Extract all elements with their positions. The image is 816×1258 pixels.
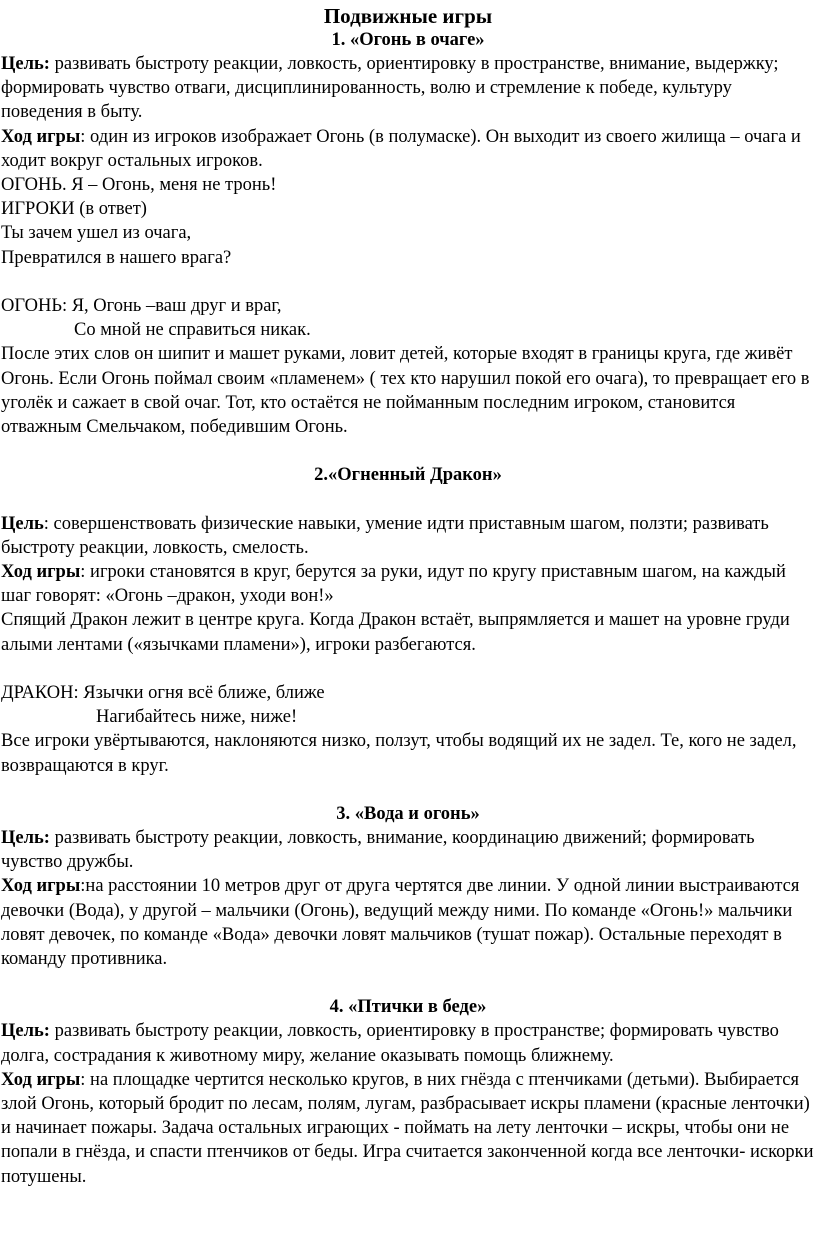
game-1-after-text: После этих слов он шипит и машет руками, ловит детей, которые входят в границы круга, где живёт Огонь. Если Огонь поймал своим «пламенем» ( тех кто нарушил покой его очага), то превращает его в уголёк и сажает в свой очаг. Тот, кто остаётся не пойманным последним игроком, становится отважным Смельчаком, победившим Огонь. — [1, 344, 810, 438]
spacer — [0, 778, 816, 802]
play-label: Ход игры — [1, 562, 81, 583]
game-3-heading: 3. «Вода и огонь» — [336, 804, 480, 825]
play-label: Ход игры — [1, 876, 81, 897]
play-text: : один из игроков изображает Огонь (в полумаске). Он выходит из своего жилища – очага и ходит вокруг остальных игроков. — [1, 126, 801, 171]
game-1-line-4: Превратился в нашего врага? — [1, 247, 232, 268]
game-2-goal — [0, 512, 816, 560]
game-2-extra-text: Спящий Дракон лежит в центре круга. Когда Дракон встаёт, выпрямляется и машет на уровне груди алыми лентами («язычками пламени»), игроки разбегаются. — [1, 610, 790, 655]
play-text: : на площадке чертится несколько кругов, в них гнёзда с птенчиками (детьми). Выбирается злой Огонь, который бродит по лесам, полям, лугам, разбрасывает искры пламени (красные ленточки) и начинает пожары. Задача остальных играющих - поймать на лету ленточки – искры, чтобы они не попали в гнёзда, и спасти птенчиков от беды. Игра считается законченной когда все ленточки- искорки потушены. — [1, 1069, 814, 1187]
spacer — [0, 487, 816, 511]
game-2-line-1: ДРАКОН: Язычки огня всё ближе, ближе — [1, 683, 325, 704]
game-4-heading: 4. «Птички в беде» — [329, 997, 487, 1018]
game-4-goal — [0, 1019, 816, 1067]
game-3-goal — [0, 826, 816, 874]
goal-text: развивать быстроту реакции, ловкость, ориентировку в пространстве; формировать чувство долга, сострадания к животному миру, желание оказывать помощь ближнему. — [1, 1021, 779, 1066]
goal-text: развивать быстроту реакции, ловкость, внимание, координацию движений; формировать чувство дружбы. — [1, 828, 755, 873]
spacer — [0, 439, 816, 463]
game-2-play — [0, 560, 816, 608]
play-text: :на расстоянии 10 метров друг от друга чертятся две линии. У одной линии выстраиваются девочки (Вода), у другой – мальчики (Огонь), ведущий между ними. По команде «Огонь!» мальчики ловят девочек, по команде «Вода» девочки ловят мальчиков (тушат пожар). Остальные переходят в команду противника. — [1, 876, 800, 970]
goal-label: Цель: — [1, 54, 50, 74]
game-1-line-1: ОГОНЬ. Я – Огонь, меня не тронь! — [1, 175, 277, 196]
goal-label: Цель: — [1, 1021, 50, 1042]
spacer — [0, 270, 816, 294]
document-title: Подвижные игры — [323, 4, 493, 28]
goal-text: : совершенствовать физические навыки, умение идти приставным шагом, ползти; развивать быстроту реакции, ловкость, смелость. — [1, 513, 769, 558]
play-label: Ход игры — [1, 126, 81, 147]
game-2-heading: 2.«Огненный Дракон» — [314, 465, 502, 486]
goal-label: Цель: — [1, 828, 50, 849]
goal-label: Цель — [1, 513, 44, 534]
game-4-play — [0, 1068, 816, 1189]
game-1-line-2: ИГРОКИ (в ответ) — [1, 199, 147, 220]
game-2-after-text: Все игроки увёртываются, наклоняются низко, ползут, чтобы водящий их не задел. Те, кого не задел, возвращаются в круг. — [1, 731, 797, 776]
game-1-line-6: Со мной не справиться никак. — [74, 320, 311, 341]
game-1-line-3: Ты зачем ушел из очага, — [1, 223, 192, 244]
game-2-line-2: Нагибайтесь ниже, ниже! — [96, 707, 298, 728]
play-text: : игроки становятся в круг, берутся за руки, идут по кругу приставным шагом, на каждый шаг говорят: «Огонь –дракон, уходи вон!» — [1, 562, 786, 607]
game-1-goal — [0, 52, 816, 125]
spacer — [0, 657, 816, 681]
goal-text: развивать быстроту реакции, ловкость, ориентировку в пространстве, внимание, выдержку; формировать чувство отваги, дисциплинированность, волю и стремление к победе, культуру поведения в быту. — [1, 54, 779, 123]
game-1-heading: 1. «Огонь в очаге» — [331, 30, 485, 50]
spacer — [0, 971, 816, 995]
game-3-play — [0, 874, 816, 971]
play-label: Ход игры — [1, 1069, 81, 1090]
game-1-line-5: ОГОНЬ: Я, Огонь –ваш друг и враг, — [1, 296, 282, 317]
game-1-play — [0, 125, 816, 173]
